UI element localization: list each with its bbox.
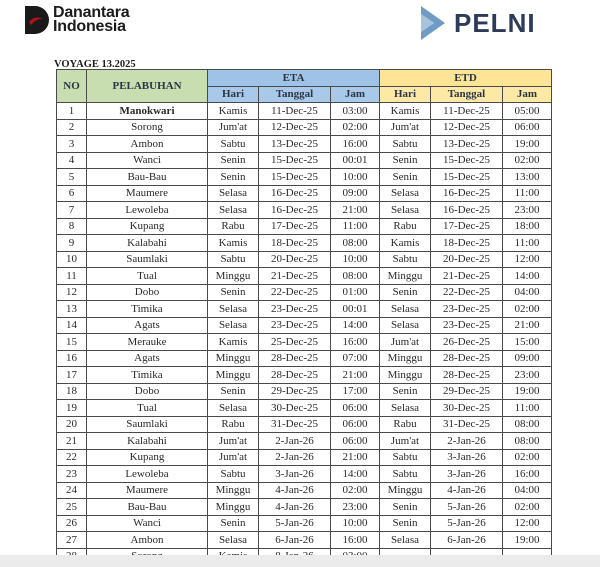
row-no: 4 <box>57 152 87 169</box>
etd-time: 18:00 <box>503 218 552 235</box>
row-no: 18 <box>57 383 87 400</box>
etd-day: Selasa <box>380 185 431 202</box>
etd-time: 11:00 <box>503 185 552 202</box>
etd-date: 23-Dec-25 <box>431 301 503 318</box>
eta-time: 01:00 <box>331 284 380 301</box>
eta-date: 2-Jan-26 <box>259 433 331 450</box>
table-row <box>57 499 552 516</box>
etd-time: 09:00 <box>503 350 552 367</box>
etd-day: Sabtu <box>380 466 431 483</box>
row-no: 9 <box>57 235 87 252</box>
eta-day: Selasa <box>208 532 259 549</box>
eta-day: Rabu <box>208 218 259 235</box>
port-name: Timika <box>87 367 208 384</box>
etd-time: 19:00 <box>503 136 552 153</box>
table-row <box>57 185 552 202</box>
etd-date: 17-Dec-25 <box>431 218 503 235</box>
row-no: 14 <box>57 317 87 334</box>
row-no: 5 <box>57 169 87 186</box>
etd-date: 15-Dec-25 <box>431 169 503 186</box>
eta-date: 25-Dec-25 <box>259 334 331 351</box>
etd-time: 14:00 <box>503 268 552 285</box>
etd-day: Senin <box>380 383 431 400</box>
eta-date: 28-Dec-25 <box>259 350 331 367</box>
port-name: Bau-Bau <box>87 169 208 186</box>
table-row <box>57 202 552 219</box>
eta-day: Minggu <box>208 350 259 367</box>
port-name: Kupang <box>87 218 208 235</box>
etd-time: 04:00 <box>503 284 552 301</box>
eta-date: 12-Dec-25 <box>259 119 331 136</box>
table-row <box>57 416 552 433</box>
table-row <box>57 367 552 384</box>
row-no: 17 <box>57 367 87 384</box>
table-row <box>57 268 552 285</box>
eta-day: Sabtu <box>208 466 259 483</box>
eta-date: 15-Dec-25 <box>259 169 331 186</box>
eta-day: Senin <box>208 152 259 169</box>
eta-day: Selasa <box>208 400 259 417</box>
eta-time: 02:00 <box>331 119 380 136</box>
etd-time: 04:00 <box>503 482 552 499</box>
eta-date: 6-Jan-26 <box>259 532 331 549</box>
port-name: Wanci <box>87 152 208 169</box>
eta-date: 18-Dec-25 <box>259 235 331 252</box>
eta-time: 00:01 <box>331 152 380 169</box>
eta-day: Sabtu <box>208 251 259 268</box>
eta-date: 23-Dec-25 <box>259 317 331 334</box>
eta-day: Selasa <box>208 317 259 334</box>
table-row <box>57 515 552 532</box>
eta-time: 21:00 <box>331 449 380 466</box>
port-name: Kalabahi <box>87 235 208 252</box>
port-name: Maumere <box>87 185 208 202</box>
table-row <box>57 350 552 367</box>
eta-date: 30-Dec-25 <box>259 400 331 417</box>
row-no: 23 <box>57 466 87 483</box>
etd-time: 23:00 <box>503 367 552 384</box>
eta-date: 3-Jan-26 <box>259 466 331 483</box>
eta-date: 28-Dec-25 <box>259 367 331 384</box>
etd-date: 16-Dec-25 <box>431 202 503 219</box>
header-etd: ETD <box>380 70 552 87</box>
etd-day: Minggu <box>380 268 431 285</box>
eta-time: 16:00 <box>331 532 380 549</box>
eta-date: 13-Dec-25 <box>259 136 331 153</box>
etd-day: Selasa <box>380 202 431 219</box>
etd-day: Jum'at <box>380 119 431 136</box>
etd-time: 02:00 <box>503 152 552 169</box>
eta-day: Selasa <box>208 202 259 219</box>
etd-day: Senin <box>380 515 431 532</box>
eta-time: 21:00 <box>331 367 380 384</box>
eta-time: 09:00 <box>331 185 380 202</box>
etd-day: Minggu <box>380 367 431 384</box>
row-no: 2 <box>57 119 87 136</box>
port-name: Dobo <box>87 284 208 301</box>
etd-date: 4-Jan-26 <box>431 482 503 499</box>
eta-time: 10:00 <box>331 251 380 268</box>
etd-date: 3-Jan-26 <box>431 466 503 483</box>
row-no: 6 <box>57 185 87 202</box>
etd-time: 02:00 <box>503 301 552 318</box>
table-row <box>57 103 552 120</box>
table-row <box>57 169 552 186</box>
row-no: 22 <box>57 449 87 466</box>
table-row <box>57 433 552 450</box>
etd-date: 15-Dec-25 <box>431 152 503 169</box>
row-no: 20 <box>57 416 87 433</box>
table-row <box>57 449 552 466</box>
table-row <box>57 218 552 235</box>
voyage-schedule-table <box>56 69 552 565</box>
port-name: Lewoleba <box>87 466 208 483</box>
port-name: Dobo <box>87 383 208 400</box>
etd-date: 20-Dec-25 <box>431 251 503 268</box>
table-row <box>57 301 552 318</box>
etd-day: Rabu <box>380 218 431 235</box>
eta-time: 08:00 <box>331 268 380 285</box>
eta-day: Minggu <box>208 367 259 384</box>
eta-time: 17:00 <box>331 383 380 400</box>
eta-day: Selasa <box>208 185 259 202</box>
eta-time: 03:00 <box>331 103 380 120</box>
port-name: Agats <box>87 317 208 334</box>
etd-date: 28-Dec-25 <box>431 367 503 384</box>
table-row <box>57 152 552 169</box>
schedule-rows <box>57 103 552 565</box>
danantara-logo-text <box>53 6 129 34</box>
etd-time: 21:00 <box>503 317 552 334</box>
etd-date: 21-Dec-25 <box>431 268 503 285</box>
etd-date: 11-Dec-25 <box>431 103 503 120</box>
etd-day: Selasa <box>380 532 431 549</box>
etd-day: Sabtu <box>380 251 431 268</box>
eta-date: 21-Dec-25 <box>259 268 331 285</box>
eta-time: 11:00 <box>331 218 380 235</box>
etd-date: 16-Dec-25 <box>431 185 503 202</box>
port-name: Agats <box>87 350 208 367</box>
table-row <box>57 383 552 400</box>
etd-time: 12:00 <box>503 515 552 532</box>
row-no: 26 <box>57 515 87 532</box>
port-name: Timika <box>87 301 208 318</box>
port-name: Kupang <box>87 449 208 466</box>
eta-day: Jum'at <box>208 433 259 450</box>
eta-time: 23:00 <box>331 499 380 516</box>
etd-time: 05:00 <box>503 103 552 120</box>
etd-day: Sabtu <box>380 449 431 466</box>
eta-date: 20-Dec-25 <box>259 251 331 268</box>
etd-day: Kamis <box>380 235 431 252</box>
eta-time: 02:00 <box>331 482 380 499</box>
port-name: Sorong <box>87 119 208 136</box>
table-row <box>57 284 552 301</box>
etd-day: Senin <box>380 499 431 516</box>
eta-day: Kamis <box>208 103 259 120</box>
etd-date: 31-Dec-25 <box>431 416 503 433</box>
etd-date: 26-Dec-25 <box>431 334 503 351</box>
etd-day: Minggu <box>380 482 431 499</box>
etd-time: 16:00 <box>503 466 552 483</box>
etd-day: Selasa <box>380 317 431 334</box>
eta-day: Minggu <box>208 482 259 499</box>
eta-day: Senin <box>208 169 259 186</box>
etd-date: 13-Dec-25 <box>431 136 503 153</box>
etd-day: Sabtu <box>380 136 431 153</box>
etd-date: 5-Jan-26 <box>431 499 503 516</box>
header-etd-time: Jam <box>503 86 552 103</box>
table-row <box>57 400 552 417</box>
eta-time: 10:00 <box>331 169 380 186</box>
row-no: 16 <box>57 350 87 367</box>
port-name: Bau-Bau <box>87 499 208 516</box>
eta-day: Kamis <box>208 235 259 252</box>
table-row <box>57 317 552 334</box>
port-name: Wanci <box>87 515 208 532</box>
row-no: 8 <box>57 218 87 235</box>
row-no: 11 <box>57 268 87 285</box>
etd-day: Senin <box>380 152 431 169</box>
etd-day: Rabu <box>380 416 431 433</box>
header-port: PELABUHAN <box>87 70 208 103</box>
bottom-margin <box>0 555 600 567</box>
etd-time: 11:00 <box>503 235 552 252</box>
port-name: Ambon <box>87 136 208 153</box>
etd-date: 12-Dec-25 <box>431 119 503 136</box>
eta-date: 29-Dec-25 <box>259 383 331 400</box>
eta-date: 4-Jan-26 <box>259 499 331 516</box>
eta-time: 00:01 <box>331 301 380 318</box>
etd-day: Selasa <box>380 301 431 318</box>
etd-time: 12:00 <box>503 251 552 268</box>
eta-time: 06:00 <box>331 416 380 433</box>
eta-day: Rabu <box>208 416 259 433</box>
danantara-logo <box>25 6 129 34</box>
row-no: 3 <box>57 136 87 153</box>
row-no: 27 <box>57 532 87 549</box>
etd-day: Jum'at <box>380 334 431 351</box>
eta-date: 2-Jan-26 <box>259 449 331 466</box>
eta-day: Senin <box>208 515 259 532</box>
etd-date: 3-Jan-26 <box>431 449 503 466</box>
eta-date: 17-Dec-25 <box>259 218 331 235</box>
etd-time: 02:00 <box>503 449 552 466</box>
pelni-logo-icon <box>418 4 448 42</box>
etd-time: 13:00 <box>503 169 552 186</box>
etd-time: 08:00 <box>503 416 552 433</box>
table-row <box>57 334 552 351</box>
table-row <box>57 466 552 483</box>
eta-time: 08:00 <box>331 235 380 252</box>
eta-day: Kamis <box>208 334 259 351</box>
eta-date: 16-Dec-25 <box>259 185 331 202</box>
eta-time: 16:00 <box>331 334 380 351</box>
etd-time: 08:00 <box>503 433 552 450</box>
row-no: 1 <box>57 103 87 120</box>
port-name: Maumere <box>87 482 208 499</box>
etd-day: Minggu <box>380 350 431 367</box>
table-row <box>57 136 552 153</box>
etd-date: 30-Dec-25 <box>431 400 503 417</box>
header-no: NO <box>57 70 87 103</box>
port-name: Tual <box>87 400 208 417</box>
eta-time: 14:00 <box>331 466 380 483</box>
row-no: 7 <box>57 202 87 219</box>
etd-date: 28-Dec-25 <box>431 350 503 367</box>
eta-time: 16:00 <box>331 136 380 153</box>
etd-day: Senin <box>380 284 431 301</box>
row-no: 25 <box>57 499 87 516</box>
eta-time: 07:00 <box>331 350 380 367</box>
port-name: Tual <box>87 268 208 285</box>
eta-day: Sabtu <box>208 136 259 153</box>
etd-time: 02:00 <box>503 499 552 516</box>
eta-time: 14:00 <box>331 317 380 334</box>
eta-time: 10:00 <box>331 515 380 532</box>
etd-time: 15:00 <box>503 334 552 351</box>
etd-time: 11:00 <box>503 400 552 417</box>
eta-time: 06:00 <box>331 433 380 450</box>
table-row <box>57 235 552 252</box>
etd-day: Senin <box>380 169 431 186</box>
table-row <box>57 532 552 549</box>
etd-time: 19:00 <box>503 383 552 400</box>
row-no: 10 <box>57 251 87 268</box>
eta-time: 06:00 <box>331 400 380 417</box>
eta-date: 5-Jan-26 <box>259 515 331 532</box>
eta-date: 11-Dec-25 <box>259 103 331 120</box>
row-no: 13 <box>57 301 87 318</box>
logo-line-1: Danantara <box>53 4 130 21</box>
header-eta-time: Jam <box>331 86 380 103</box>
port-name: Lewoleba <box>87 202 208 219</box>
etd-date: 18-Dec-25 <box>431 235 503 252</box>
eta-date: 31-Dec-25 <box>259 416 331 433</box>
etd-date: 22-Dec-25 <box>431 284 503 301</box>
etd-date: 6-Jan-26 <box>431 532 503 549</box>
row-no: 12 <box>57 284 87 301</box>
eta-date: 22-Dec-25 <box>259 284 331 301</box>
danantara-logo-icon <box>25 6 49 34</box>
port-name: Saumlaki <box>87 416 208 433</box>
header-eta-day: Hari <box>208 86 259 103</box>
table-row <box>57 119 552 136</box>
etd-time: 06:00 <box>503 119 552 136</box>
etd-day: Kamis <box>380 103 431 120</box>
eta-day: Senin <box>208 284 259 301</box>
row-no: 24 <box>57 482 87 499</box>
pelni-logo <box>418 4 536 42</box>
document-header <box>0 0 600 52</box>
eta-day: Jum'at <box>208 119 259 136</box>
eta-date: 4-Jan-26 <box>259 482 331 499</box>
etd-date: 5-Jan-26 <box>431 515 503 532</box>
row-no: 19 <box>57 400 87 417</box>
eta-day: Jum'at <box>208 449 259 466</box>
port-name: Merauke <box>87 334 208 351</box>
port-name: Manokwari <box>87 103 208 120</box>
etd-date: 23-Dec-25 <box>431 317 503 334</box>
eta-day: Minggu <box>208 268 259 285</box>
port-name: Ambon <box>87 532 208 549</box>
etd-date: 29-Dec-25 <box>431 383 503 400</box>
etd-date: 2-Jan-26 <box>431 433 503 450</box>
header-etd-date: Tanggal <box>431 86 503 103</box>
eta-day: Minggu <box>208 499 259 516</box>
etd-time: 23:00 <box>503 202 552 219</box>
eta-time: 21:00 <box>331 202 380 219</box>
row-no: 21 <box>57 433 87 450</box>
eta-date: 23-Dec-25 <box>259 301 331 318</box>
header-etd-day: Hari <box>380 86 431 103</box>
table-row <box>57 251 552 268</box>
eta-day: Selasa <box>208 301 259 318</box>
port-name: Saumlaki <box>87 251 208 268</box>
voyage-label: VOYAGE 13.2025 <box>54 59 136 70</box>
etd-day: Jum'at <box>380 433 431 450</box>
port-name: Kalabahi <box>87 433 208 450</box>
eta-day: Senin <box>208 383 259 400</box>
eta-date: 15-Dec-25 <box>259 152 331 169</box>
logo-line-2: Indonesia <box>53 18 126 35</box>
pelni-logo-text: PELNI <box>454 7 536 38</box>
row-no: 15 <box>57 334 87 351</box>
header-eta: ETA <box>208 70 380 87</box>
table-row <box>57 482 552 499</box>
etd-time: 19:00 <box>503 532 552 549</box>
etd-day: Selasa <box>380 400 431 417</box>
eta-date: 16-Dec-25 <box>259 202 331 219</box>
header-eta-date: Tanggal <box>259 86 331 103</box>
